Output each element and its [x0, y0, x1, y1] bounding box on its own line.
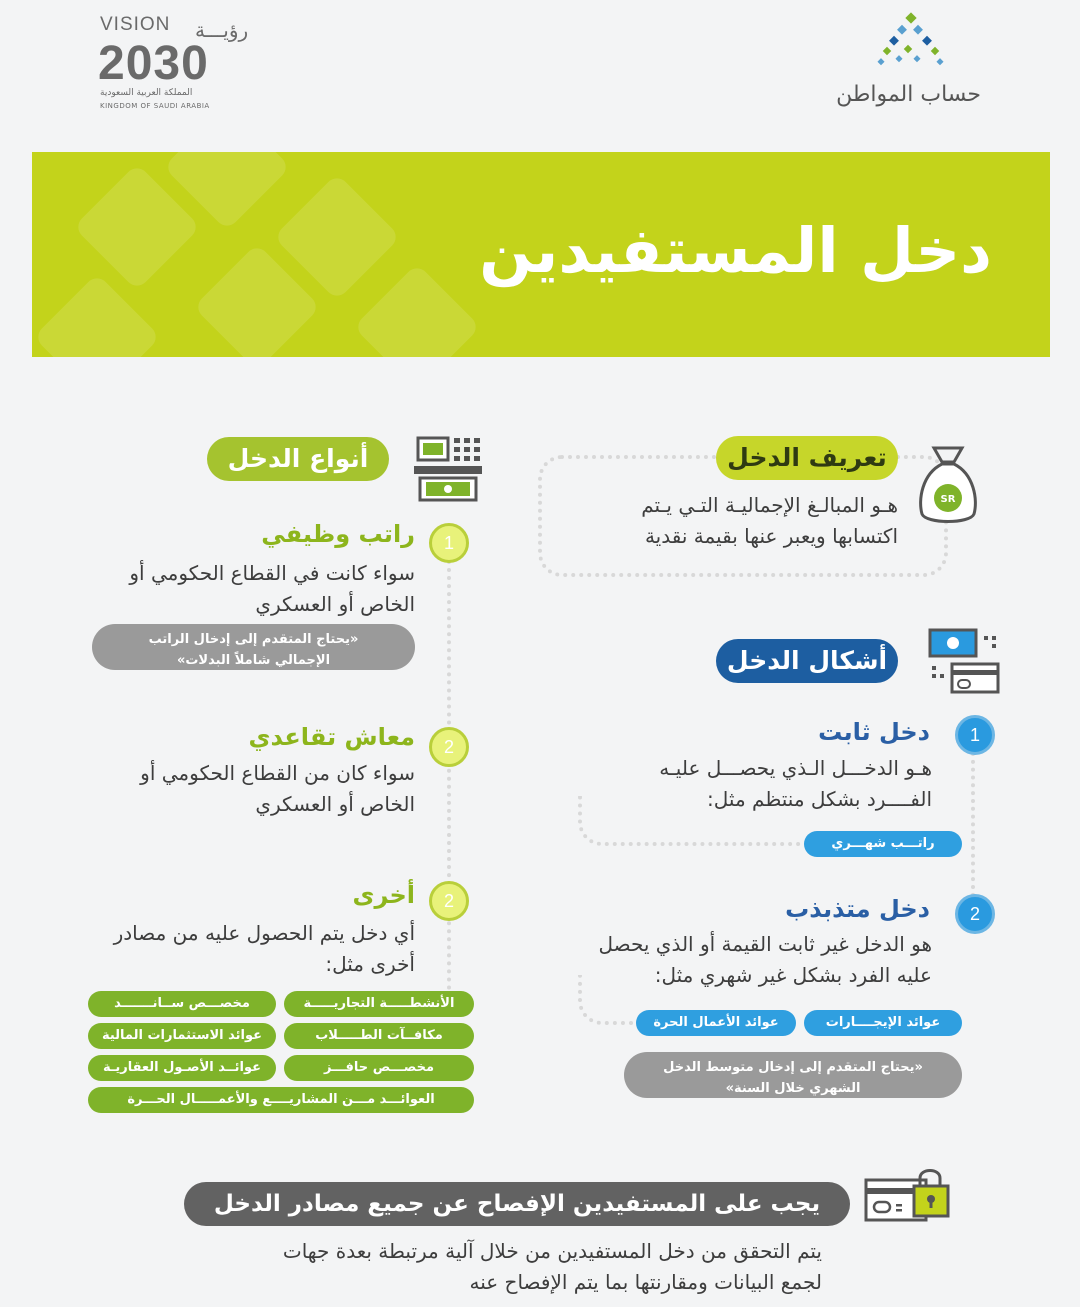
type-number-1: 1 — [429, 523, 469, 563]
income-definition-title: تعريف الدخل — [716, 436, 898, 480]
vision-ar: رؤيـــة — [195, 18, 249, 42]
disclosure-title: يجب على المستفيدين الإفصاح عن جميع مصادر الدخل — [184, 1182, 850, 1226]
tag-freelance-returns: عوائد الأعمال الحرة — [636, 1010, 796, 1036]
form-number-1: 1 — [955, 715, 995, 755]
variable-note: «يحتاج المتقدم إلى إدخال متوسط الدخل الشهري خلال السنة» — [624, 1052, 962, 1098]
type-number-3: 2 — [429, 881, 469, 921]
vision-number: 2030 — [98, 37, 209, 90]
form-title-fixed: دخل ثابت — [818, 718, 930, 746]
citizen-account-mark-icon — [877, 10, 947, 80]
vision-word: VISION — [100, 14, 171, 35]
form-text-variable: هو الدخل غير ثابت القيمة أو الذي يحصل عليه الفرد بشكل غير شهري مثل: — [598, 932, 932, 987]
page-title: دخل المستفيدين — [479, 214, 992, 287]
cards-icon — [926, 626, 1002, 696]
citizen-account-logo — [825, 10, 985, 105]
disclosure-text: يتم التحقق من دخل المستفيدين من خلال آلية مرتبطة بعدة جهات لجمع البيانات ومقارنتها بما يتم الإفصاح عنه — [282, 1239, 822, 1294]
tag-commercial: الأنشطـــــة التجاريـــــة — [284, 991, 474, 1017]
tag-business-returns: العوائـــد مـــن المشاريــــع والأعمـــــال الحـــرة — [88, 1087, 474, 1113]
forms-connector — [971, 752, 975, 897]
tag-monthly-salary: راتـــب شهـــري — [804, 831, 962, 857]
vision-2030-logo — [95, 12, 249, 110]
kingdom-en: KINGDOM OF SAUDI ARABIA — [100, 102, 210, 110]
money-bag-icon — [912, 440, 984, 530]
tag-sanid: مخصـــص ســانـــــــد — [88, 991, 276, 1017]
type-text-salary: سواء كانت في القطاع الحكومي أو الخاص أو العسكري — [129, 561, 415, 616]
type-title-salary: راتب وظيفي — [261, 520, 415, 548]
cash-register-icon — [412, 434, 484, 504]
type-title-pension: معاش تقاعدي — [248, 723, 415, 751]
tag-investment-returns: عوائد الاستثمارات المالية — [88, 1023, 276, 1049]
types-connector — [447, 560, 451, 990]
type-number-2: 2 — [429, 727, 469, 767]
salary-note: «يحتاج المتقدم إلى إدخال الراتب الإجمالي شاملاً البدلات» — [92, 624, 415, 670]
tag-real-estate-returns: عوائــد الأصـول العقاريـة — [88, 1055, 276, 1081]
kingdom-ar: المملكة العربية السعودية — [100, 88, 193, 98]
tag-student-rewards: مكافــآت الطـــــلاب — [284, 1023, 474, 1049]
title-banner — [32, 152, 1050, 357]
tag-rent-returns: عوائد الإيجــــارات — [804, 1010, 962, 1036]
type-title-other: أخرى — [352, 881, 415, 909]
secure-card-icon — [862, 1166, 952, 1230]
type-text-other: أي دخل يتم الحصول عليه من مصادر أخرى مثل: — [113, 921, 415, 976]
currency-label: SR — [940, 494, 956, 505]
income-definition-text: هـو المبالـغ الإجماليـة التـي يـتم اكتسابها ويعبر عنها بقيمة نقدية — [641, 493, 898, 548]
form-text-fixed: هـو الدخـــل الـذي يحصـــل عليـه الفــــرد بشكل منتظم مثل: — [659, 756, 932, 811]
form-title-variable: دخل متذبذب — [785, 895, 930, 923]
income-types-title: أنواع الدخل — [207, 437, 389, 481]
brand-name: حساب المواطن — [836, 82, 981, 107]
income-forms-title: أشكال الدخل — [716, 639, 898, 683]
type-text-pension: سواء كان من القطاع الحكومي أو الخاص أو العسكري — [140, 761, 415, 816]
tag-hafiz: مخصـــص حافـــز — [284, 1055, 474, 1081]
form-number-2: 2 — [955, 894, 995, 934]
